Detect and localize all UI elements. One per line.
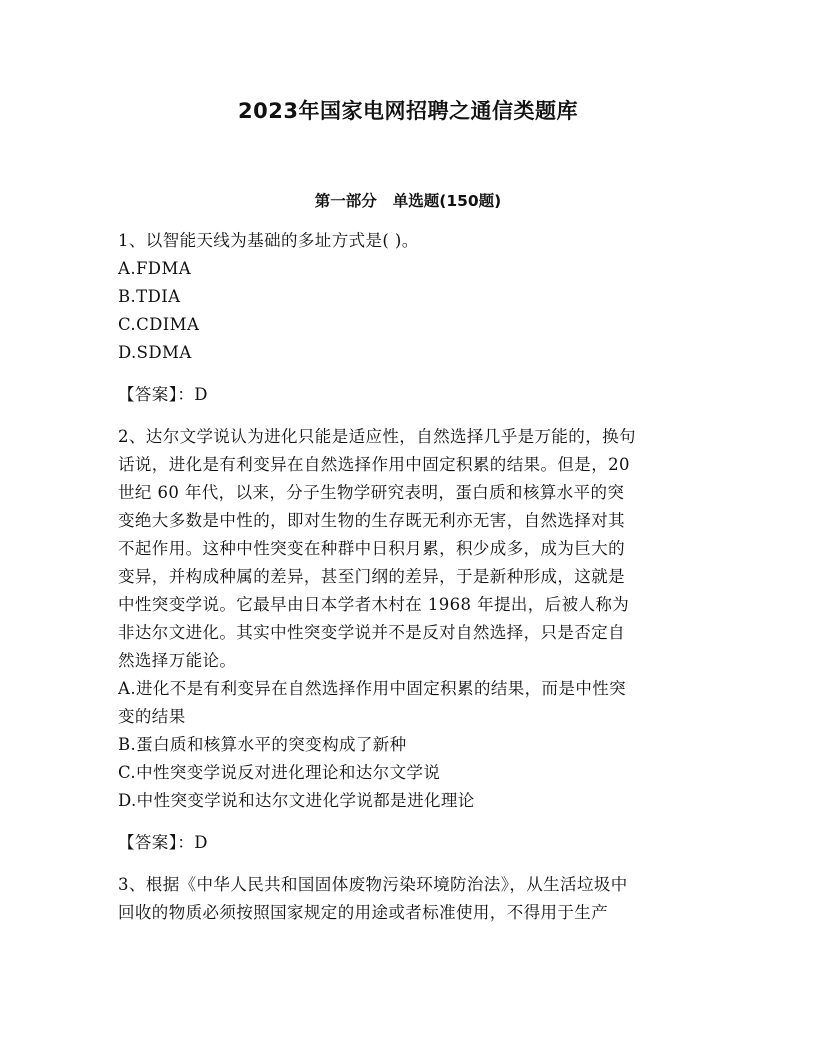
- option-b: B.TDIA: [118, 287, 181, 306]
- question-stem-line: 话说，进化是有利变异在自然选择作用中固定积累的结果。但是，20: [118, 455, 630, 474]
- document-title: 2023年国家电网招聘之通信类题库: [238, 99, 578, 123]
- question-stem-line: 不起作用。这种中性突变在种群中日积月累，积少成多，成为巨大的: [118, 539, 625, 558]
- section-heading: [0, 189, 816, 211]
- question-3: [118, 871, 690, 927]
- question-stem-line: 3、根据《中华人民共和国固体废物污染环境防治法》，从生活垃圾中: [118, 875, 628, 894]
- question-stem-line: 1、以智能天线为基础的多址方式是( )。: [118, 231, 419, 250]
- question-stem-line: 变绝大多数是中性的，即对生物的生存既无利亦无害，自然选择对其: [118, 511, 625, 530]
- option-a: A.进化不是有利变异在自然选择作用中固定积累的结果，而是中性突: [118, 679, 627, 698]
- section-part: 第一部分: [314, 192, 377, 210]
- option-d: D.中性突变学说和达尔文进化学说都是进化理论: [118, 791, 475, 810]
- question-stem-line: 然选择万能论。: [118, 651, 237, 670]
- question-stem-line: 非达尔文进化。其实中性突变学说并不是反对自然选择，只是否定自: [118, 623, 625, 642]
- option-a-continued: 变的结果: [118, 707, 186, 726]
- question-stem-line: 世纪 60 年代，以来，分子生物学研究表明，蛋白质和核算水平的突: [118, 483, 625, 502]
- answer-label: 【答案】：D: [118, 385, 208, 404]
- option-c: C.CDIMA: [118, 315, 200, 334]
- section-name: 单选题(150题): [392, 192, 502, 210]
- question-2: [118, 423, 690, 857]
- question-stem-line: 中性突变学说。它最早由日本学者木村在 1968 年提出，后被人称为: [118, 595, 630, 614]
- option-c: C.中性突变学说反对进化理论和达尔文学说: [118, 763, 441, 782]
- question-stem-line: 回收的物质必须按照国家规定的用途或者标准使用，不得用于生产: [118, 903, 609, 922]
- question-1: [118, 227, 690, 409]
- option-d: D.SDMA: [118, 343, 192, 362]
- option-a: A.FDMA: [118, 259, 192, 278]
- option-b: B.蛋白质和核算水平的突变构成了新种: [118, 735, 407, 754]
- question-stem-line: 2、达尔文学说认为进化只能是适应性，自然选择几乎是万能的，换句: [118, 427, 636, 446]
- question-list: [118, 227, 690, 927]
- answer-label: 【答案】：D: [118, 833, 208, 852]
- question-stem-line: 变异，并构成种属的差异，甚至门纲的差异，于是新种形成，这就是: [118, 567, 625, 586]
